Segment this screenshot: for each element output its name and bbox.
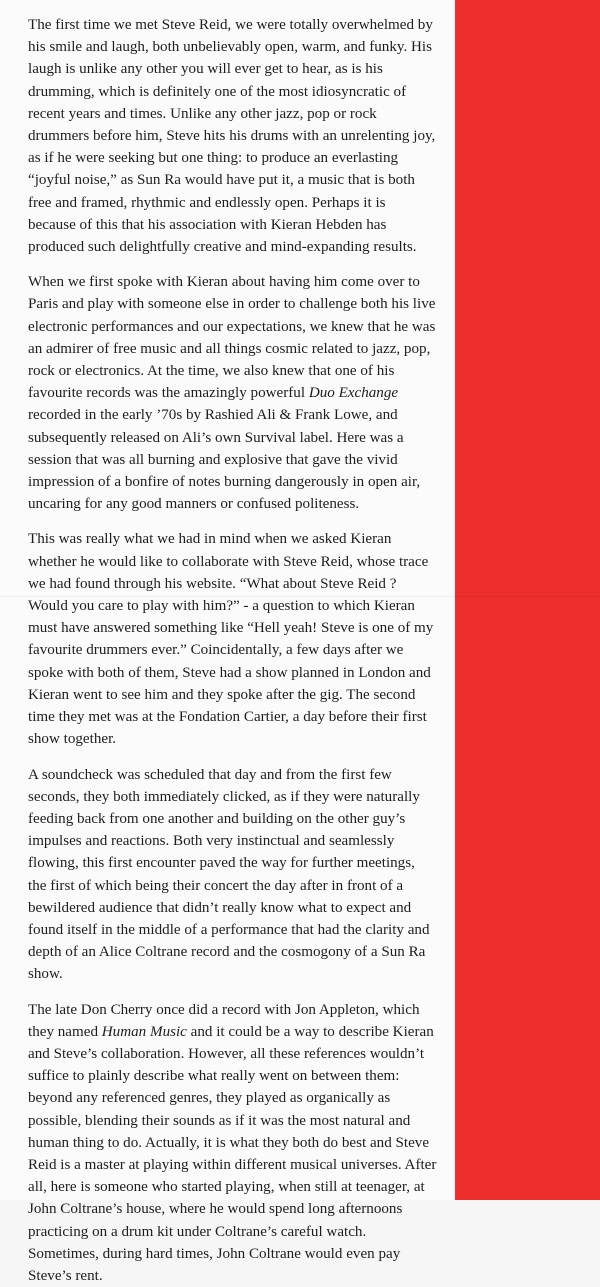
album-title-human-music: Human Music: [101, 1023, 187, 1040]
paragraph-5-text-b: and it could be a way to describe Kieran and Steve’s collaboration. However, all these references wouldn’t suffice to plainly describe what really went on between them: beyond any referenced genres, they played as organically as possible, blending their sounds as if it was the most natural and human thing to do. Actually, it is what they both do best and Steve Reid is a master at playing within different musical universes. After all, here is someone who started playing, when still at teenager, at John Coltrane’s house, where he would spend long afternoons practicing on a drum kit under Coltrane’s careful watch. Sometimes, during hard times, John Coltrane would even pay Steve’s rent.: [28, 1023, 437, 1284]
album-title-duo-exchange: Duo Exchange: [308, 385, 399, 402]
paragraph-2: [28, 271, 437, 515]
paragraph-1: The first time we met Steve Reid, we were totally overwhelmed by his smile and laugh, both unbelievably open, warm, and funky. His laugh is unlike any other you will ever get to hear, as is his drumming, which is definitely one of the most idiosyncratic of recent years and times. Unlike any other jazz, pop or rock drummers before him, Steve hits his drums with an unrelenting joy, as if he were seeking but one thing: to produce an everlasting “joyful noise,” as Sun Ra would have put it, a music that is both free and framed, rhythmic and endlessly open. Perhaps it is because of this that his association with Kieran Hebden has produced such delightfully creative and mind-expanding results.: [28, 17, 436, 256]
paragraph-5-text-a: The late Don Cherry once did a record with Jon Appleton, which they named: [28, 1001, 420, 1040]
paper-fold-line: [0, 596, 600, 597]
liner-notes-text: [28, 14, 437, 1287]
paragraph-4: A soundcheck was scheduled that day and from the first few seconds, they both immediately clicked, as if they were naturally feeding back from one another and building on the other guy’s impulses and reactions. Both very instinctual and seamlessly flowing, this first encounter paved the way for further meetings, the first of which being their concert the day after in front of a bewildered audience that didn’t really know what to expect and found itself in the middle of a performance that had the clarity and depth of an Alice Coltrane record and the cosmogony of a Sun Ra show.: [28, 766, 430, 983]
paragraph-2-text-b: recorded in the early ’70s by Rashied Ali & Frank Lowe, and subsequently released on Ali’s own Survival label. Here was a session that was all burning and explosive that gave the vivid impression of a bonfire of notes burning dangerously in open air, uncaring for any good manners or confused politeness.: [28, 407, 421, 513]
paragraph-2-text-a: When we first spoke with Kieran about having him come over to Paris and play with someone else in order to challenge both his live electronic performances and our expectations, we knew that he was an admirer of free music and all things cosmic related to jazz, pop, rock or electronics. At the time, we also knew that one of his favourite records was the amazingly powerful: [28, 274, 436, 402]
paragraph-5: [28, 999, 437, 1287]
red-side-strip: [455, 0, 600, 1200]
paragraph-3: This was really what we had in mind when we asked Kieran whether he would like to collaborate with Steve Reid, whose trace we had found through his website. “What about Steve Reid ? Would you care to play with him?” - a question to which Kieran must have answered something like “Hell yeah! Steve is one of my favourite drummers ever.” Coincidentally, a few days after we spoke with both of them, Steve had a show planned in London and Kieran went to see him and they spoke after the gig. The second time they met was at the Fondation Cartier, a day before their first show together.: [28, 531, 434, 748]
